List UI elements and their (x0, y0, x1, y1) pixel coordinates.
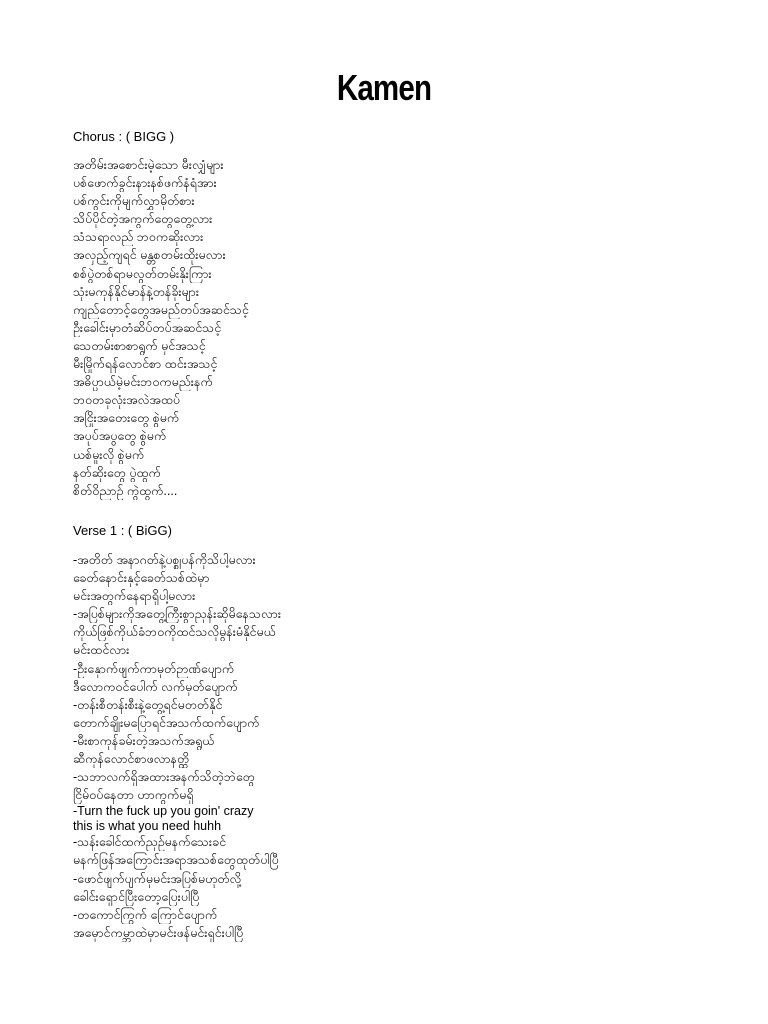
lyric-line: ယစ်မူးလို စွဲမက် (73, 447, 145, 462)
verse1-lines (73, 551, 713, 942)
lyric-line: ငြိမ်ဝပ်နေတာ ဟာကွက်မရှိ (73, 788, 194, 803)
lyric-line: -သဘာလက်ရှိအထားအနက်သိတဲ့ဘဲတွေ (73, 770, 255, 785)
lyric-line: အငြိုးအတေးတွေ စွဲမက် (73, 411, 180, 426)
chorus-lines (73, 156, 713, 500)
lyric-line: -တန်းစီတန်းစီးနဲ့တွေ့ရင်မတတ်နိုင် (73, 697, 223, 712)
lyric-line: -အတိတ် အနာဂတ်နဲ့ပစ္စုပန်ကိုသိပါ့မလား (73, 553, 256, 567)
lyric-line: တောက်ချိုးမပြောရင်အသက်ထက်ပျောက် (73, 715, 260, 730)
verse1-label: Verse 1 : ( BiGG) (73, 523, 172, 538)
song-title: Kamen (336, 67, 432, 108)
lyric-line: အလှည့်ကျရင် မန္တစတမ်းထိုးမလား (73, 248, 226, 263)
lyric-line: သေတမ်းစာစာရွက် မှင်အသင့် (73, 338, 206, 353)
lyric-line: ဒီလောကဝင်ပေါက် လက်မှတ်ပျောက် (73, 679, 238, 694)
lyric-line: စစ်ပွဲတစ်ရာမလွတ်တမ်းနိုးကြား (73, 266, 212, 281)
lyric-line: -အပြစ်များကိုအတွေ့ကြီးစွာညှန်းဆိုမိနေသလား (73, 607, 281, 622)
lyric-line: ကျည်တောင့်တွေအမည်တပ်အဆင်သင့် (73, 302, 249, 317)
lyric-line: အတိမ်းအစောင်းမဲ့သော မီးလျှံများ (73, 158, 224, 172)
lyric-line: မီးမြိုက်ရန်လောင်စာ ထင်းအသင့် (73, 357, 218, 372)
lyric-line: -ဖောင်ဖျက်ပျက်မှမင်းအပြစ်မဟုတ်လို့ (73, 871, 242, 886)
lyric-line: ဘဝတခုလုံးအလဲအထပ် (73, 393, 181, 408)
lyric-line: ပစ်ကွင်းကိုမျက်လွှာမှိတ်စား (73, 194, 195, 209)
lyric-line: ခေတ်နောင်းနှင့်ခေတ်သစ်ထဲမှာ (73, 571, 210, 586)
lyric-line: နတ်ဆိုးတွေ ပွဲထွက် (73, 465, 161, 480)
lyric-line: -တကောင်ကြွက် ကြောင်ပျောက် (73, 907, 218, 922)
lyric-line: ဆီကုန်လောင်စာဖလာနတ္ထိ (73, 752, 190, 767)
lyric-line: ကိုယ်ဖြစ်ကိုယ်ခံဘဝကိုထင်သလိုမွန်းမံနိုင်မယ် (73, 625, 276, 640)
lyric-line: သုံးမကုန်နိုင်မာန်နဲ့တန်ခိုးများ (73, 284, 199, 299)
lyric-line: -မီးစာကုန်ခမ်းတဲ့အသက်အရွယ် (73, 733, 215, 748)
lyric-line: ဦးခေါင်းမှာတံဆိပ်တပ်အဆင်သင့် (73, 320, 222, 335)
lyric-line: ခေါင်းရှောင်ပြီးတော့ပြေးပါပြီ (73, 889, 200, 904)
lyric-line: မနက်ဖြန်အကြောင်းအရာအသစ်တွေထုတ်ပါပြီ (73, 853, 279, 868)
lyric-line: ပစ်ဖောက်ခွင်းနားနစ်ဖက်နံရံအား (73, 176, 217, 191)
lyric-line: -Turn the fuck up you goin' crazy (73, 804, 254, 819)
lyric-line: မင်းအတွက်နေရာရှိပါ့မလား (73, 589, 196, 604)
lyric-line: this is what you need huhh (73, 818, 222, 833)
lyric-line: အပုပ်အပွတွေ စွဲမက် (73, 429, 167, 444)
lyric-line: အမှောင်ကမ္ဘာထဲမှာမင်းဖန်မင်းရှင်းပါပြီ (73, 925, 244, 940)
lyric-line: သိပ်ပိုင်တဲ့အကွက်တွေတွေ့လား (73, 212, 213, 227)
lyric-line: သံသရာလည် ဘဝကဆိုးလား (73, 230, 204, 245)
chorus-label: Chorus : ( BIGG ) (73, 129, 175, 144)
lyric-line: စိတ်ဝိညာဉ် ကွဲထွက်.... (73, 483, 178, 498)
lyric-line: မင်းထင်လား (73, 643, 130, 658)
lyric-line: -ဦးနှောက်ဖျက်ကာမှတ်ဉာဏ်ပျောက် (73, 661, 235, 676)
lyric-line: -သန်းခေါင်ထက်ညှဉ်မနက်သေးခင် (73, 835, 227, 850)
lyric-line: အဓိပ္ပာယ်မဲ့မင်းဘဝကမည်းနက် (73, 375, 213, 390)
